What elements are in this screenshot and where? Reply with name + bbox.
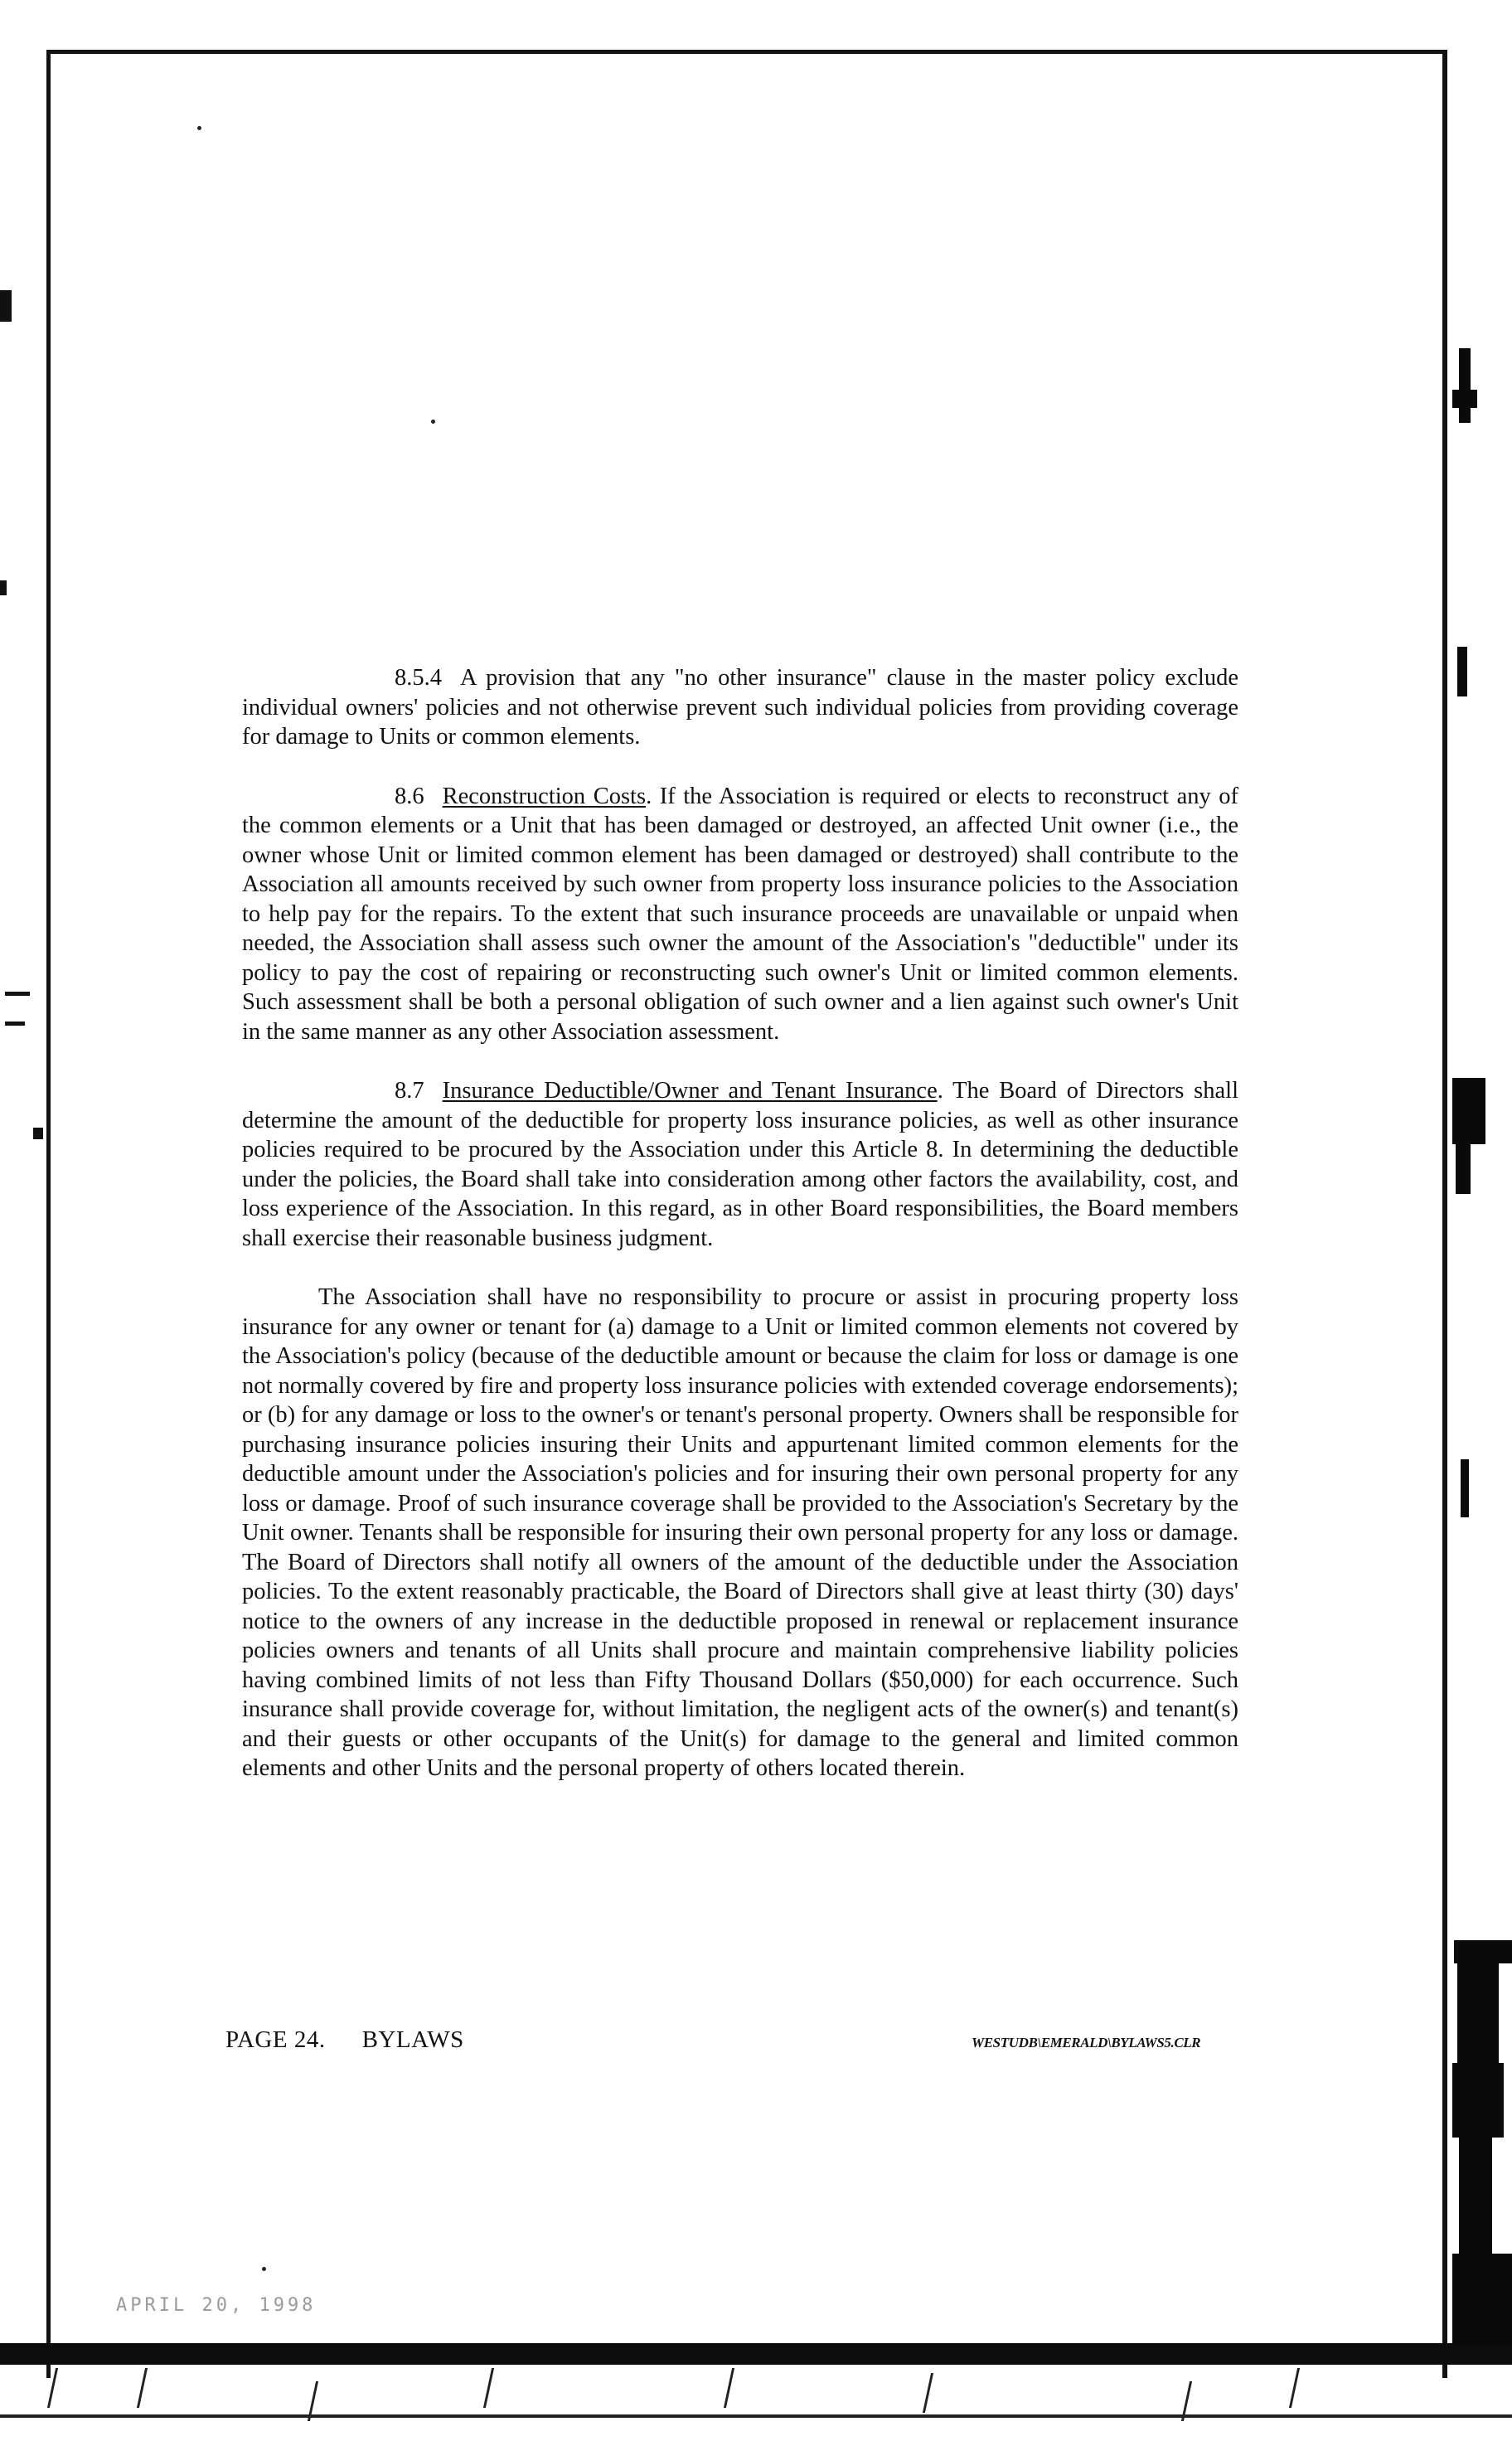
section-number: 8.6	[395, 783, 424, 809]
scan-bottom-rule	[0, 2414, 1512, 2418]
scan-speck	[431, 420, 435, 424]
section-heading: Reconstruction Costs	[442, 783, 647, 809]
paragraph-association-responsibility	[242, 1283, 1238, 1783]
page-footer	[225, 2026, 464, 2054]
paragraph-8-7	[242, 1076, 1238, 1253]
document-body	[242, 663, 1238, 1813]
paragraph-8-6	[242, 782, 1238, 1047]
section-number: 8.7	[395, 1078, 424, 1104]
paragraph-text: . The Board of Directors shall determine the amount of the deductible for property loss insurance policies, as well as other insurance policies required to be procured by the Association under this Article 8. In determining the deductible under the policies, the Board shall take into consideration among other factors the availability, cost, and loss experience of the Association. In this regard, as in other Board responsibilities, the Board members shall exercise their reasonable business judgment.	[242, 1078, 1238, 1251]
scan-bottom-bar	[0, 2343, 1512, 2365]
paragraph-text: A provision that any "no other insurance" clause in the master policy exclude individual owners' policies and not otherwise prevent such individual policies from providing coverage for damage to Units or common elements.	[242, 665, 1238, 750]
scan-right-edge	[1452, 0, 1512, 2441]
section-heading: Insurance Deductible/Owner and Tenant Insurance	[442, 1078, 938, 1104]
page-number: PAGE 24.	[225, 2026, 326, 2053]
scan-speck	[262, 2267, 266, 2271]
paragraph-text: The Association shall have no responsibility to procure or assist in procuring property loss insurance for any owner or tenant for (a) damage to a Unit or limited common elements not covered by the Association's policy (because of the deductible amount or because the claim for loss or damage is one not normally covered by fire and property loss insurance policies with extended coverage endorsements); or (b) for any damage or loss to the owner's or tenant's personal property. Owners shall be responsible for purchasing insurance policies insuring their Units and appurtenant limited common elements for the deductible amount under the Association's policies and for insuring their own personal property for any loss or damage. Proof of such insurance coverage shall be provided to the Association's Secretary by the Unit owner. Tenants shall be responsible for insuring their own personal property for any loss or damage. The Board of Directors shall notify all owners of the amount of the deductible under the Association policies. To the extent reasonably practicable, the Board of Directors shall give at least thirty (30) days' notice to the owners of any increase in the deductible proposed in renewal or replacement insurance policies owners and tenants of all Units shall procure and maintain comprehensive liability policies having combined limits of not less than Fifty Thousand Dollars ($50,000) for each occurrence. Such insurance shall provide coverage for, without limitation, the negligent acts of the owner(s) and tenant(s) and their guests or other occupants of the Unit(s) for damage to the general and limited common elements and other Units and the personal property of others located therein.	[242, 1284, 1238, 1781]
scan-speck	[197, 126, 201, 130]
document-name: BYLAWS	[361, 2026, 464, 2053]
paragraph-8-5-4	[242, 663, 1238, 752]
scan-bottom-strip	[0, 2365, 1512, 2414]
scan-left-edge	[0, 0, 46, 2441]
paragraph-text: . If the Association is required or elects to reconstruct any of the common elements or a Unit that has been damaged or destroyed, an affected Unit owner (i.e., the owner whose Unit or limited common element has been damaged or destroyed) shall contribute to the Association all amounts received by such owner from property loss insurance policies to the Association to help pay for the repairs. To the extent that such insurance proceeds are unavailable or unpaid when needed, the Association shall assess such owner the amount of the Association's "deductible" under its policy to pay the cost of repairing or reconstructing such owner's Unit or limited common elements. Such assessment shall be both a personal obligation of such owner and a lien against such owner's Unit in the same manner as any other Association assessment.	[242, 783, 1238, 1045]
section-number: 8.5.4	[395, 665, 442, 691]
date-stamp: APRIL 20, 1998	[116, 2295, 317, 2316]
file-path-label: WESTUDB\EMERALD\BYLAWS5.CLR	[972, 2035, 1201, 2050]
